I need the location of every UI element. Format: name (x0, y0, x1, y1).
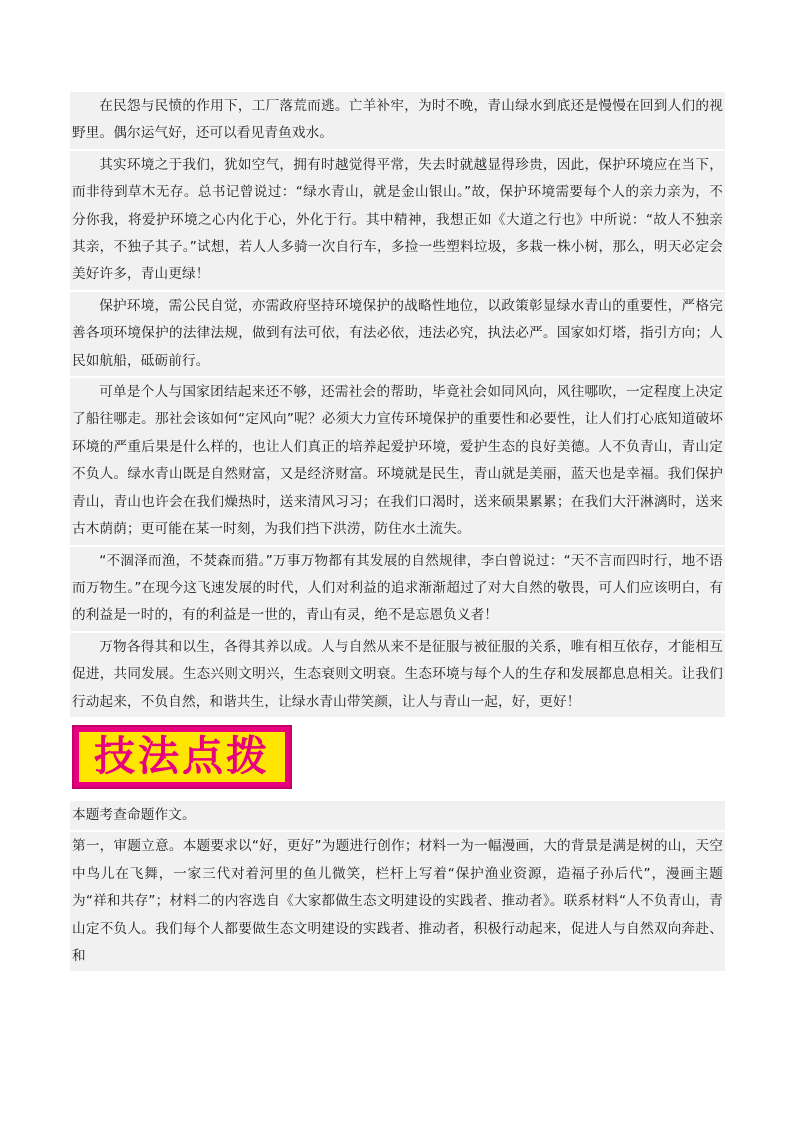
analysis-paragraph: 本题考查命题作文。 (70, 801, 725, 832)
essay-paragraph: 其实环境之于我们，犹如空气，拥有时越觉得平常，失去时就越显得珍贵，因此，保护环境应在当下，而非待到草木无存。总书记曾说过：“绿水青山，就是金山银山。”故，保护环境需要每个人的亲力亲为，不分你我，将爱护环境之心内化于心，外化于行。其中精神，我想正如《大道之行也》中所说：“故人不独亲其亲，不独子其子。”试想，若人人多骑一次自行车，多捡一些塑料垃圾，多栽一株小树，那么，明天必定会美好许多，青山更绿！ (70, 151, 725, 292)
essay-section (70, 92, 725, 717)
section-banner (70, 725, 725, 793)
analysis-section (70, 801, 725, 971)
analysis-paragraph: 第一，审题立意。本题要求以“好，更好”为题进行创作；材料一为一幅漫画，大的背景是满是树的山，天空中鸟儿在飞舞，一家三代对着河里的鱼儿微笑，栏杆上写着“保护渔业资源，造福子孙后代”，漫画主题为“祥和共存”；材料二的内容选自《大家都做生态文明建设的实践者、推动者》。联系材料“人不负青山，青山定不负人。我们每个人都要做生态文明建设的实践者、推动者，积极行动起来，促进人与自然双向奔赴、和 (72, 838, 723, 964)
banner-fill (79, 732, 285, 782)
essay-paragraph: 保护环境，需公民自觉，亦需政府坚持环境保护的战略性地位，以政策彰显绿水青山的重要性，严格完善各项环境保护的法律法规，做到有法可依，有法必依，违法必究，执法必严。国家如灯塔，指引方向；人民如航船，砥砺前行。 (70, 292, 725, 378)
banner-frame (72, 725, 292, 789)
essay-paragraph: 在民怨与民愤的作用下，工厂落荒而逃。亡羊补牢，为时不晚，青山绿水到底还是慢慢在回到人们的视野里。偶尔运气好，还可以看见青鱼戏水。 (70, 92, 725, 151)
essay-paragraph: 万物各得其和以生，各得其养以成。人与自然从来不是征服与被征服的关系，唯有相互依存，才能相互促进，共同发展。生态兴则文明兴，生态衰则文明衰。生态环境与每个人的生存和发展都息息相关。让我们行动起来，不负自然，和谐共生，让绿水青山带笑颜，让人与青山一起，好，更好！ (72, 638, 723, 710)
document-page (70, 92, 725, 971)
essay-paragraph: 可单是个人与国家团结起来还不够，还需社会的帮助，毕竟社会如同风向，风往哪吹，一定程度上决定了船往哪走。那社会该如何“定风向”呢？必须大力宣传环境保护的重要性和必要性，让人们打心底知道破坏环境的严重后果是什么样的，也让人们真正的培养起爱护环境，爱护生态的良好美德。人不负青山，青山定不负人。绿水青山既是自然财富，又是经济财富。环境就是民生，青山就是美丽，蓝天也是幸福。我们保护青山，青山也许会在我们燥热时，送来清风习习；在我们口渴时，送来硕果累累；在我们大汗淋漓时，送来古木荫荫；更可能在某一时刻，为我们挡下洪涝，防住水土流失。 (70, 378, 725, 546)
banner-title: 技法点拨 (94, 732, 270, 781)
essay-paragraph: “不涸泽而渔，不焚森而猎。”万事万物都有其发展的自然规律，李白曾说过：“天不言而四时行，地不语而万物生。”在现今这飞速发展的时代，人们对利益的追求渐渐超过了对大自然的敬畏，可人们应该明白，有的利益是一时的，有的利益是一世的，青山有灵，绝不是忘恩负义者！ (70, 547, 725, 633)
